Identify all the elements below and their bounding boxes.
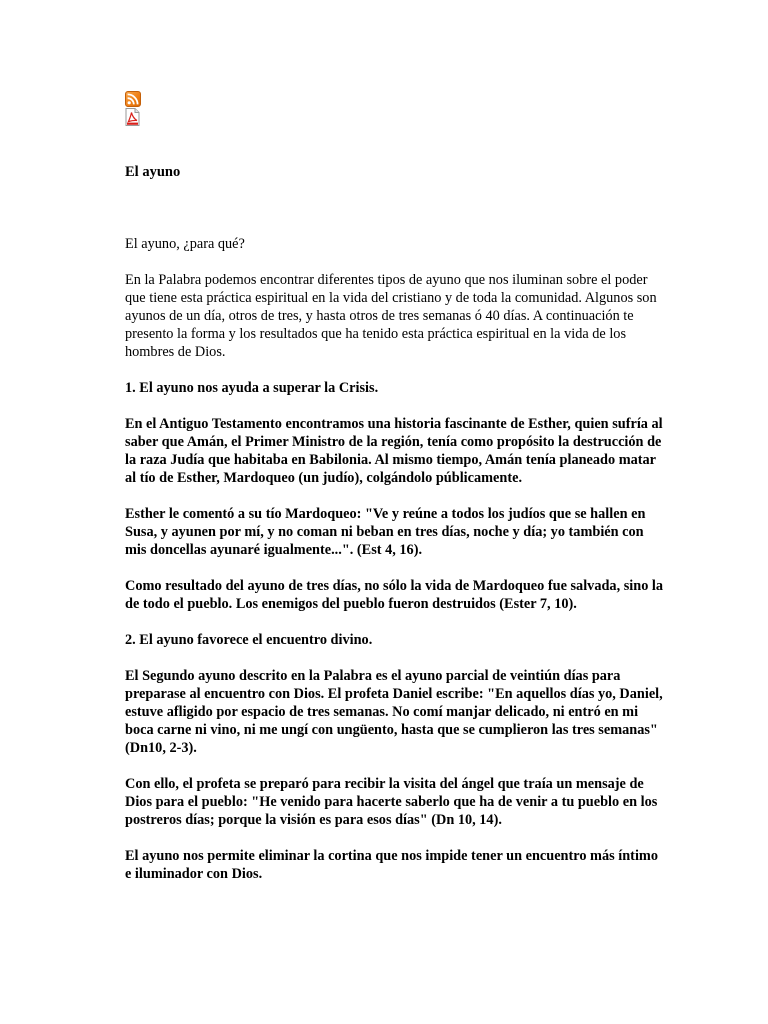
paragraph: El Segundo ayuno descrito en la Palabra es el ayuno parcial de veintiún días para preparase al encuentro con Dios. El profeta Daniel escribe: "En aquellos días yo, Daniel, estuve afligido por espacio de tres semanas. No comí manjar delicado, ni entró en mi boca carne ni vino, ni me ungí con ungüento, hasta que se cumplieron las tres semanas" (Dn10, 2-3). [125,668,663,756]
document-icons [125,91,145,126]
rss-feed-icon[interactable] [125,91,141,107]
paragraph: El ayuno, ¿para qué? [125,236,245,252]
paragraph: Con ello, el profeta se preparó para recibir la visita del ángel que traía un mensaje de Dios para el pueblo: "He venido para hacerte saberlo que ha de venir a tu pueblo en los postreros días; porque la visión es para esos días" (Dn 10, 14). [125,776,658,828]
paragraph: Esther le comentó a su tío Mardoqueo: "Ve y reúne a todos los judíos que se hallen en Susa, y ayunen por mí, y no coman ni beban en tres días, noche y día; yo también con mis doncellas ayunaré igualmente...". (Est 4, 16). [125,506,646,558]
paragraph: 2. El ayuno favorece el encuentro divino. [125,632,373,648]
paragraph: En la Palabra podemos encontrar diferentes tipos de ayuno que nos iluminan sobre el poder que tiene esta práctica espiritual en la vida del cristiano y de toda la comunidad. Algunos son ayunos de un día, otros de tres, y hasta otros de tres semanas ó 40 días. A continuación te presento la forma y los resultados que ha tenido esta práctica espiritual en la vida de los hombres de Dios. [125,272,657,360]
paragraph: Como resultado del ayuno de tres días, no sólo la vida de Mardoqueo fue salvada, sino la de todo el pueblo. Los enemigos del pueblo fueron destruidos (Ester 7, 10). [125,578,664,612]
document-title: El ayuno [125,164,181,180]
paragraph: En el Antiguo Testamento encontramos una historia fascinante de Esther, quien sufría al saber que Amán, el Primer Ministro de la región, tenía como propósito la destrucción de la raza Judía que habitaba en Babilonia. Al mismo tiempo, Amán tenía planeado matar al tío de Esther, Mardoqueo (un judío), colgándolo públicamente. [125,416,663,486]
paragraph: 1. El ayuno nos ayuda a superar la Crisis. [125,380,379,396]
pdf-document-icon[interactable] [125,108,140,126]
document-body [125,235,665,901]
paragraph: El ayuno nos permite eliminar la cortina que nos impide tener un encuentro más íntimo e iluminador con Dios. [125,848,658,882]
